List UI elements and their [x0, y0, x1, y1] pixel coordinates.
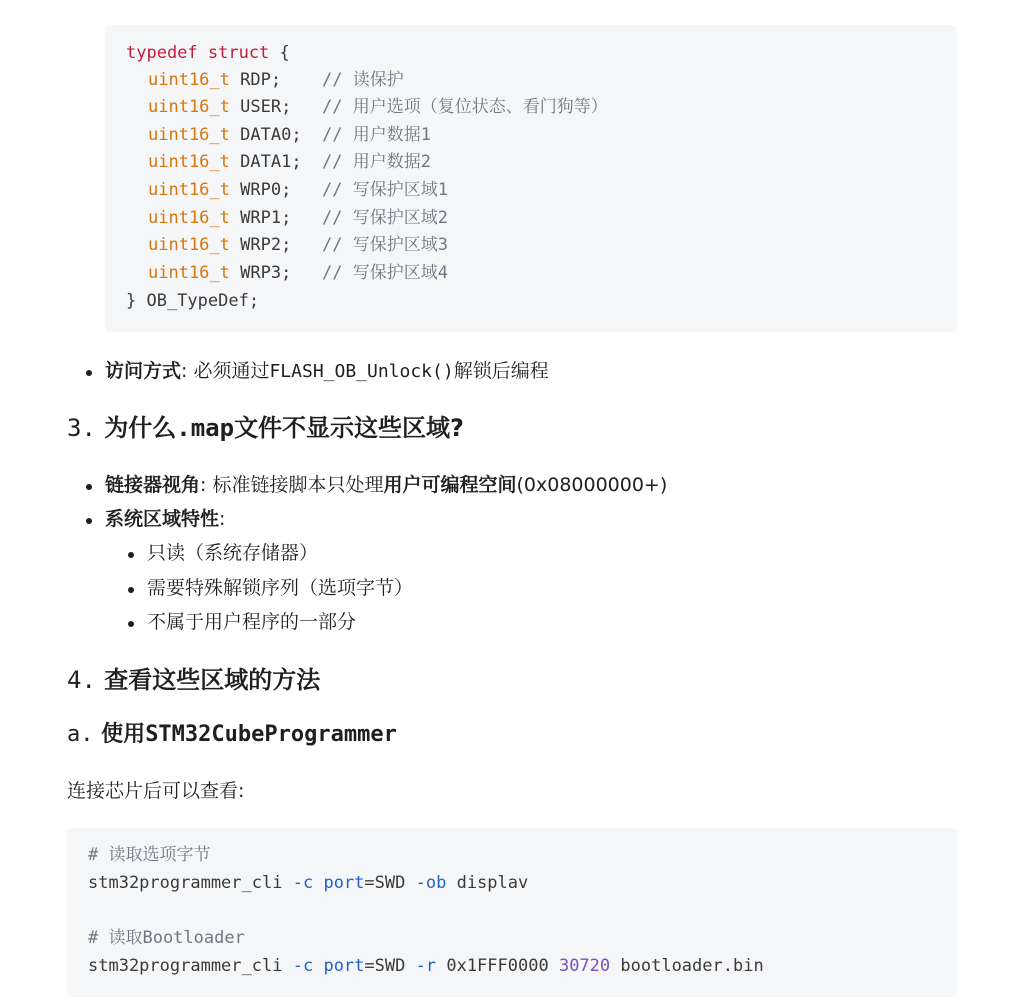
bullet-linker-view	[105, 472, 667, 498]
code-line-field	[148, 207, 448, 229]
heading-text-pre: 为什么	[104, 414, 177, 442]
cli-flag: -r	[415, 956, 437, 976]
heading-mono: STM32CubeProgrammer	[145, 722, 397, 747]
cli-param: port	[323, 956, 365, 976]
field-comment: // 写保护区域1	[322, 180, 448, 200]
inline-code: FLASH_OB_Unlock()	[269, 361, 454, 382]
code-comment: # 读取Bootloader	[88, 928, 245, 948]
field-comment: // 写保护区域3	[322, 235, 448, 255]
cli-flag: -ob	[415, 873, 447, 893]
field-comment: // 用户选项（复位状态、看门狗等）	[322, 97, 608, 117]
field-pad	[291, 263, 322, 283]
field-comment: // 写保护区域4	[322, 263, 448, 283]
section-4a-heading	[67, 720, 397, 750]
code-line-field	[148, 124, 431, 146]
bullet-text: : 标准链接脚本只处理	[200, 474, 384, 496]
bullet-dot	[128, 621, 134, 627]
section-3-heading	[67, 412, 464, 444]
bullet-text-tail: 解锁后编程	[453, 360, 549, 382]
bullet-text: : 必须通过	[181, 360, 270, 382]
bullet-text-tail: (0x08000000+)	[516, 474, 668, 496]
field-comment: // 用户数据2	[322, 152, 431, 172]
code-block-ob-typedef	[105, 25, 957, 332]
field-pad	[281, 70, 322, 90]
field-name: DATA1;	[240, 152, 302, 172]
bullet-sep: :	[219, 508, 226, 530]
cli-value: =SWD	[364, 873, 406, 893]
open-brace: {	[269, 43, 290, 63]
heading-text-pre: 使用	[101, 722, 146, 747]
bullet-bold: 用户可编程空间	[383, 474, 517, 496]
code-line-field	[148, 234, 448, 256]
cli-flag: -c	[292, 873, 314, 893]
field-name: WRP0;	[240, 180, 292, 200]
field-comment: // 用户数据1	[322, 125, 431, 145]
field-pad	[302, 125, 322, 145]
heading-number: 4.	[67, 666, 96, 694]
section-4-heading	[67, 664, 320, 696]
sub-bullet-text: 只读（系统存储器）	[147, 542, 319, 564]
field-type: uint16_t	[148, 180, 230, 200]
field-pad	[291, 208, 322, 228]
code-line-field	[148, 151, 431, 173]
field-pad	[302, 152, 322, 172]
cli-value: =SWD	[364, 956, 406, 976]
sub-bullet	[147, 540, 318, 566]
bullet-dot	[86, 518, 92, 524]
field-type: uint16_t	[148, 263, 230, 283]
code-line-cli-ob	[88, 872, 528, 894]
cli-filename: bootloader.bin	[620, 956, 764, 976]
bullet-dot	[86, 370, 92, 376]
bullet-dot	[86, 484, 92, 490]
sub-bullet-text: 不属于用户程序的一部分	[147, 611, 357, 633]
field-name: RDP;	[240, 70, 282, 90]
field-name: WRP1;	[240, 208, 292, 228]
field-type: uint16_t	[148, 97, 230, 117]
cli-size: 30720	[558, 956, 611, 976]
code-line-cli-read	[88, 955, 764, 977]
bullet-label: 系统区域特性	[105, 508, 220, 530]
field-name: WRP3;	[240, 263, 292, 283]
heading-text: 查看这些区域的方法	[104, 666, 321, 694]
field-pad	[291, 180, 322, 200]
field-type: uint16_t	[148, 125, 230, 145]
sub-bullet-text: 需要特殊解锁序列（选项字节）	[147, 577, 414, 599]
code-block-cli	[67, 828, 957, 997]
cli-flag: -c	[292, 956, 314, 976]
cli-param: port	[323, 873, 365, 893]
field-comment: // 写保护区域2	[322, 208, 448, 228]
code-line-field	[148, 262, 448, 284]
field-comment: // 读保护	[322, 70, 404, 90]
cli-command: stm32programmer_cli	[88, 873, 283, 893]
cli-command: stm32programmer_cli	[88, 956, 283, 976]
field-pad	[291, 235, 322, 255]
bullet-dot	[128, 552, 134, 558]
field-name: DATA0;	[240, 125, 302, 145]
heading-mono: .map	[176, 414, 235, 442]
heading-number: 3.	[67, 414, 96, 442]
code-line-field	[148, 69, 404, 91]
heading-number: a.	[67, 722, 94, 747]
code-line-closing	[126, 290, 259, 312]
code-line-field	[148, 179, 448, 201]
bullet-label: 链接器视角	[105, 474, 201, 496]
field-name: USER;	[240, 97, 292, 117]
field-type: uint16_t	[148, 235, 230, 255]
field-pad	[291, 97, 322, 117]
bullet-dot	[128, 587, 134, 593]
code-comment: # 读取选项字节	[88, 845, 211, 865]
intro-paragraph: 连接芯片后可以查看:	[67, 780, 245, 802]
field-name: WRP2;	[240, 235, 292, 255]
keyword: typedef struct	[126, 43, 270, 63]
cli-arg: displav	[456, 873, 529, 893]
code-line-field	[148, 96, 608, 118]
field-type: uint16_t	[148, 208, 230, 228]
bullet-label: 访问方式	[105, 360, 182, 382]
sub-bullet	[147, 609, 356, 635]
closing-brace: } OB_TypeDef;	[126, 291, 260, 311]
field-type: uint16_t	[148, 152, 230, 172]
code-line-typedef	[126, 42, 290, 64]
field-type: uint16_t	[148, 70, 230, 90]
sub-bullet	[147, 575, 413, 601]
bullet-system-region	[105, 506, 225, 532]
cli-address: 0x1FFF0000	[446, 956, 549, 976]
heading-text-post: 文件不显示这些区域?	[234, 414, 464, 442]
bullet-access-method	[105, 358, 549, 385]
